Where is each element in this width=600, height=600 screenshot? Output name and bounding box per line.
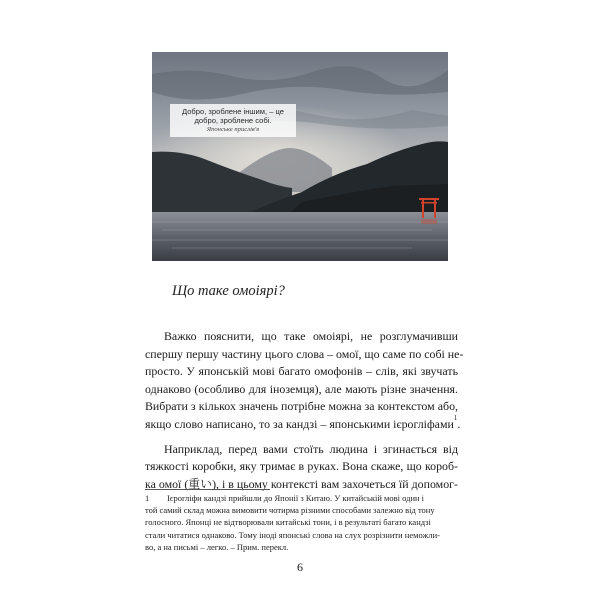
text-line: якщо слово написано, то за кандзі – японськими ієрогліфами$^1$.: [145, 413, 461, 431]
landscape-illustration: [152, 52, 448, 261]
footnote-line: стали читатися однаково. Тому іноді японські слова на слух розрізнити неможли-: [145, 529, 441, 540]
text-line: Важко пояснити, що таке омоіярі, не розглумачивши: [164, 329, 458, 343]
text-line-content: якщо слово написано, то за кандзі – японськими ієрогліфами: [145, 416, 454, 431]
text-line: Вибрати з кількох значень потрібне можна за контекстом або,: [145, 399, 458, 414]
footnote-mark[interactable]: 1: [453, 413, 458, 422]
paragraph-gap: [145, 434, 458, 441]
text-line: тяжкості коробки, яку тримає в руках. Вона скаже, що короб-: [145, 459, 458, 474]
section-title: Що таке омоіярі?: [172, 283, 285, 299]
footnote-number: 1: [145, 493, 150, 503]
footnote-text: Ієрогліфи кандзі прийшли до Японії з Китаю. У китайській мові один і: [167, 493, 425, 503]
epigraph-line-2: добро, зроблене собі.: [194, 116, 272, 125]
text-line: спершу першу частину цього слова – омої, що саме по собі не-: [145, 346, 464, 361]
footnote-line: во, а на письмі – легко. – Прим. перекл.: [145, 541, 289, 552]
text-line: ка омої (重い), і в цьому контексті вам захочеться їй допомог-: [145, 476, 458, 491]
epigraph-author: Японське прислів'я: [206, 126, 260, 133]
text-line: Наприклад, перед вами стоїть людина і згинається від: [164, 441, 458, 456]
footnote: [145, 492, 458, 553]
epigraph-box: [170, 104, 296, 137]
epigraph-line-1: Добро, зроблене іншим, – це: [181, 107, 285, 116]
footnote-line: [145, 492, 458, 504]
lake-torii-photo: [152, 52, 448, 261]
text-line: просто. У японській мові багато омофонів – слів, які звучать: [145, 364, 458, 379]
body-text: [145, 328, 464, 493]
footnote-divider: [145, 489, 270, 490]
footnote-line: голосного. Японці не відтворювали китайські тони, і в результаті багато кандзі: [145, 517, 431, 528]
footnote-line: той самий склад можна вимовити чотирма різними способами залежно від тону: [145, 505, 435, 516]
page-number: 6: [297, 560, 303, 574]
text-line: однаково (особливо для іноземця), але мають різне значення.: [145, 381, 458, 396]
